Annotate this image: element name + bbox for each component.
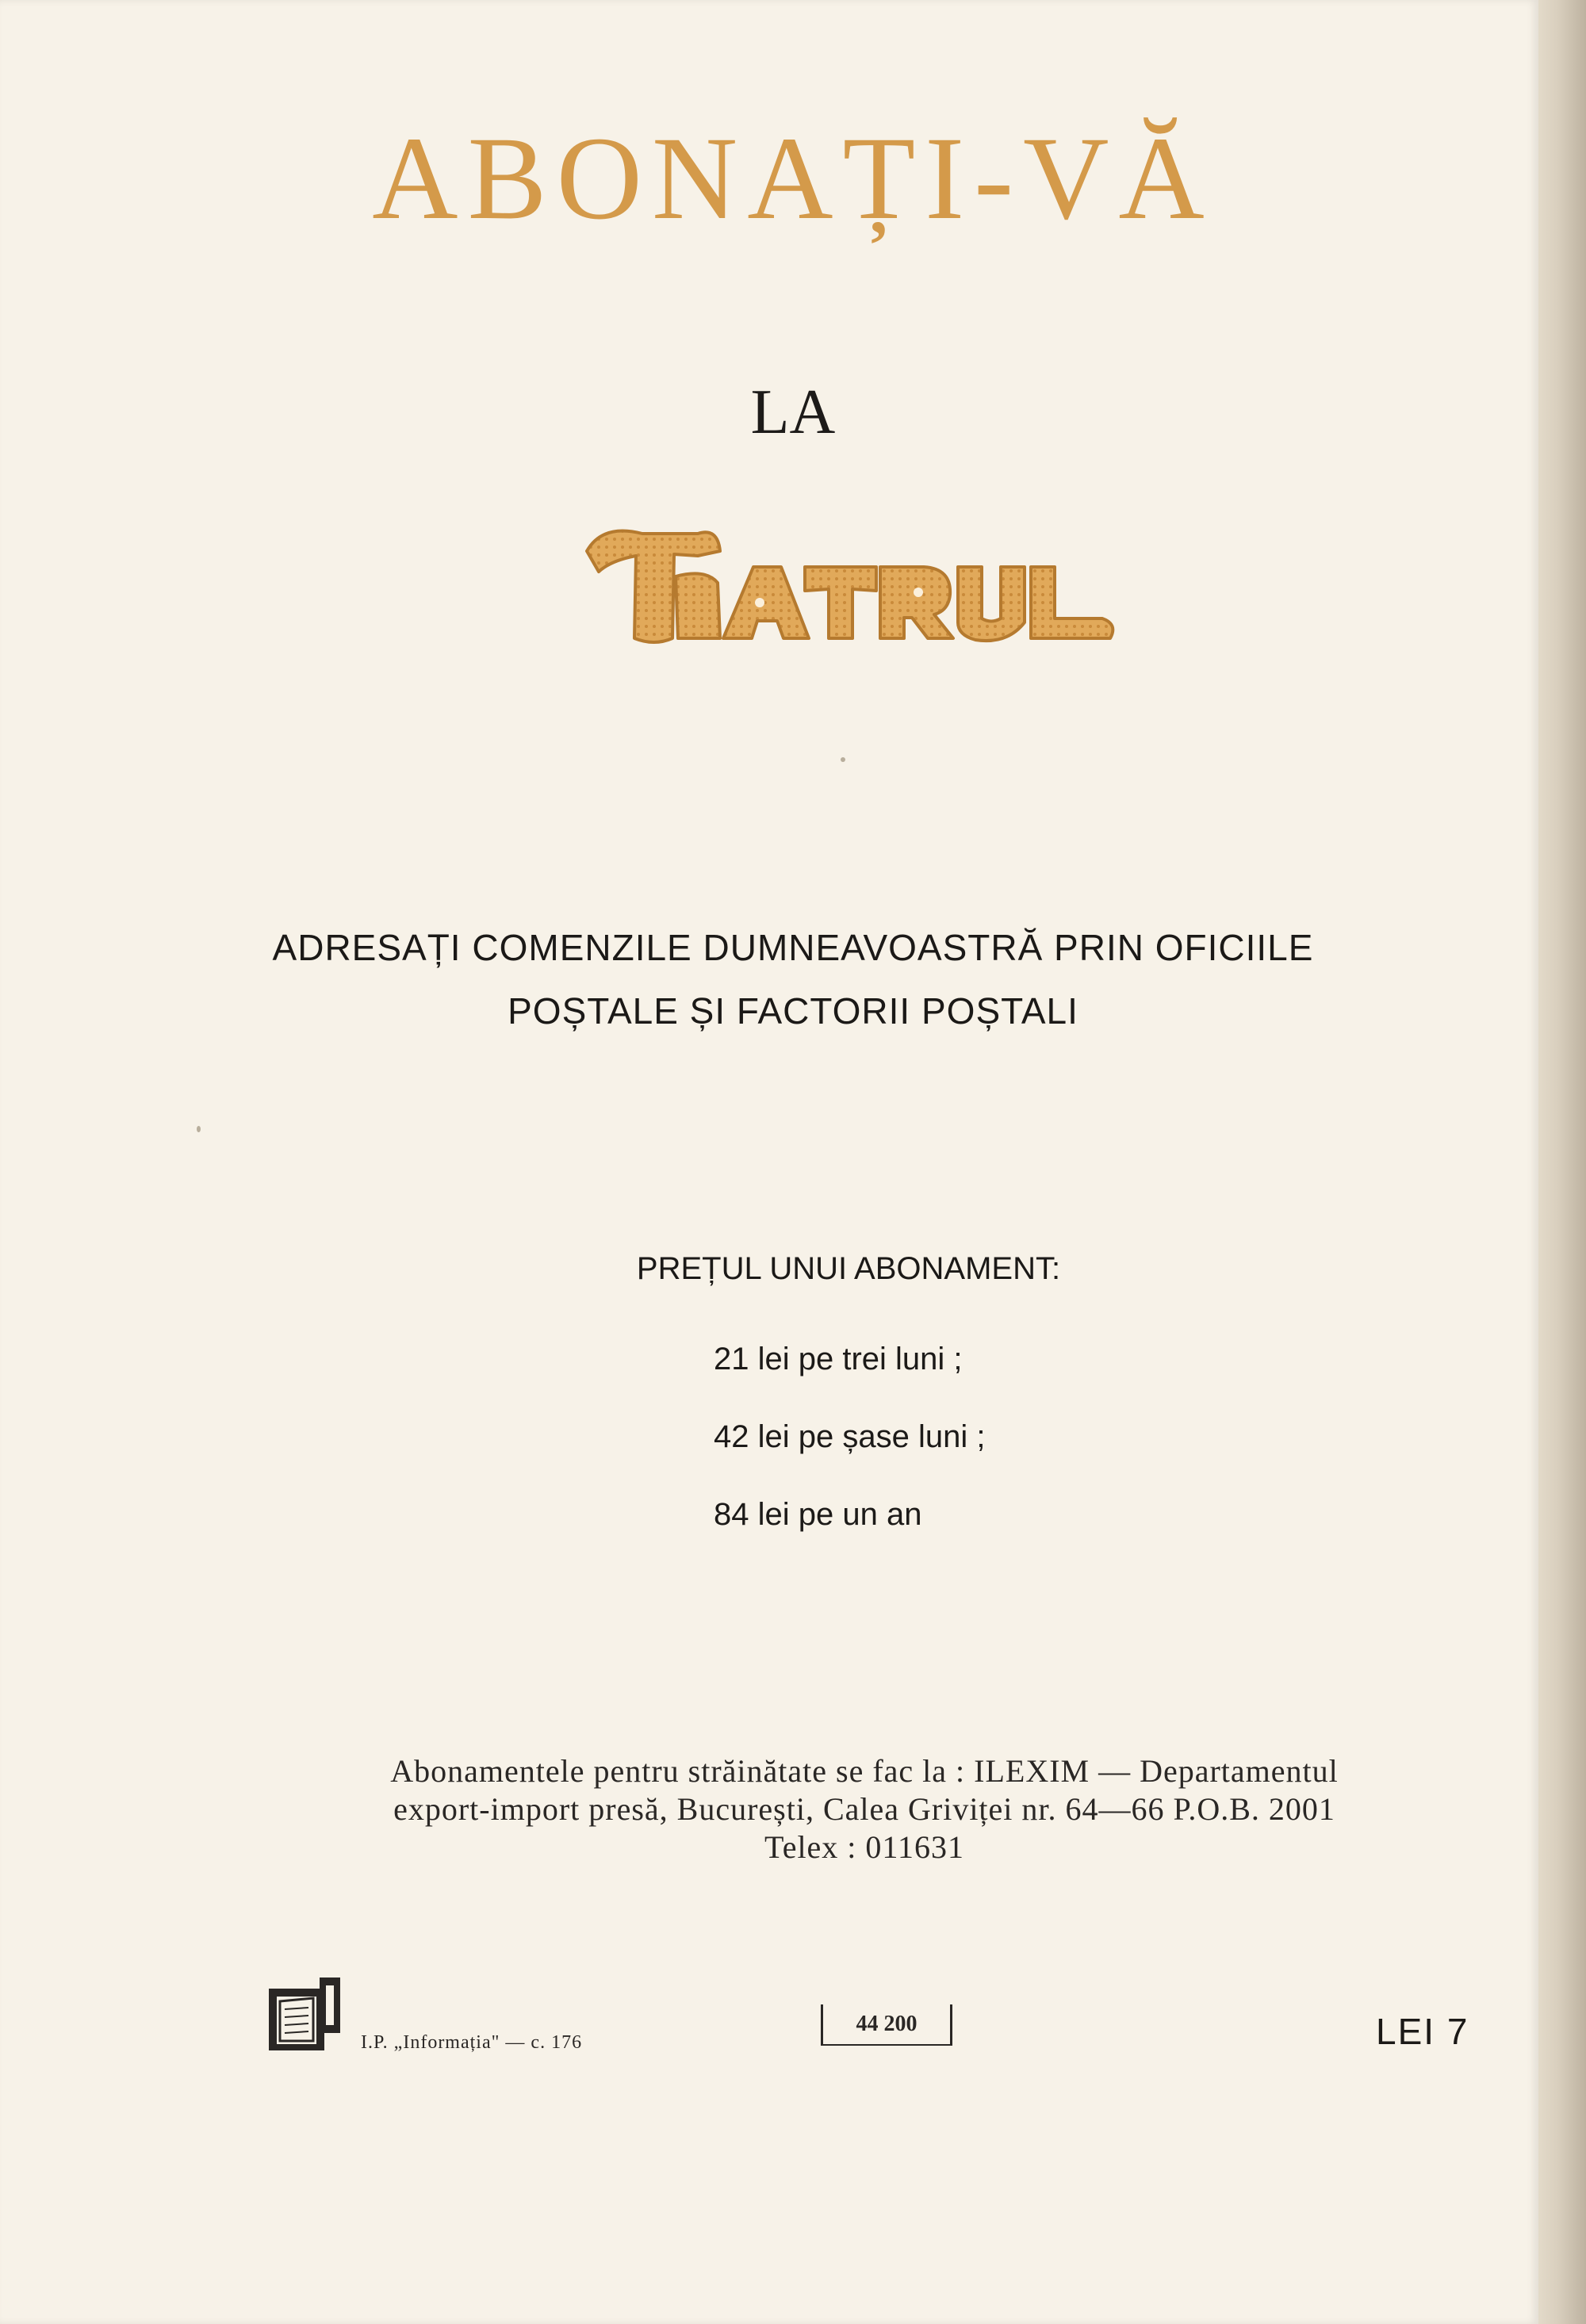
page-title: ABONAȚI-VĂ xyxy=(372,113,1214,244)
paper-speck xyxy=(841,757,845,762)
price-item: 84 lei pe un an xyxy=(714,1497,922,1532)
teatrul-logo xyxy=(579,519,1126,650)
order-instructions-line: ADRESAȚI COMENZILE DUMNEAVOASTRĂ PRIN OFICIILE xyxy=(272,927,1314,968)
publication-code: 44 200 xyxy=(821,2004,952,2046)
price-heading: PREȚUL UNUI ABONAMENT: xyxy=(636,1251,1061,1286)
order-instructions xyxy=(0,916,1586,1043)
order-instructions-line: POȘTALE ȘI FACTORII POȘTALI xyxy=(508,990,1078,1032)
foreign-note-line: Abonamentele pentru străinătate se fac la : ILEXIM — Departamentul xyxy=(390,1753,1339,1789)
foreign-note-line: Telex : 011631 xyxy=(764,1829,964,1865)
cover-price: LEI 7 xyxy=(1376,2011,1469,2052)
price-item: 42 lei pe șase luni ; xyxy=(714,1419,986,1454)
page-binding-edge xyxy=(1538,0,1586,2324)
printer-imprint: I.P. „Informația" — c. 176 xyxy=(361,2032,583,2053)
price-item: 21 lei pe trei luni ; xyxy=(714,1342,963,1376)
foreign-subscriptions-note xyxy=(301,1752,1427,1866)
foreign-note-line: export-import presă, București, Calea Griviței nr. 64—66 P.O.B. 2001 xyxy=(393,1791,1335,1827)
printer-logo-icon xyxy=(266,1974,345,2054)
price-list xyxy=(714,1320,1190,1553)
paper-speck xyxy=(197,1126,201,1132)
title-preposition: LA xyxy=(750,377,836,447)
